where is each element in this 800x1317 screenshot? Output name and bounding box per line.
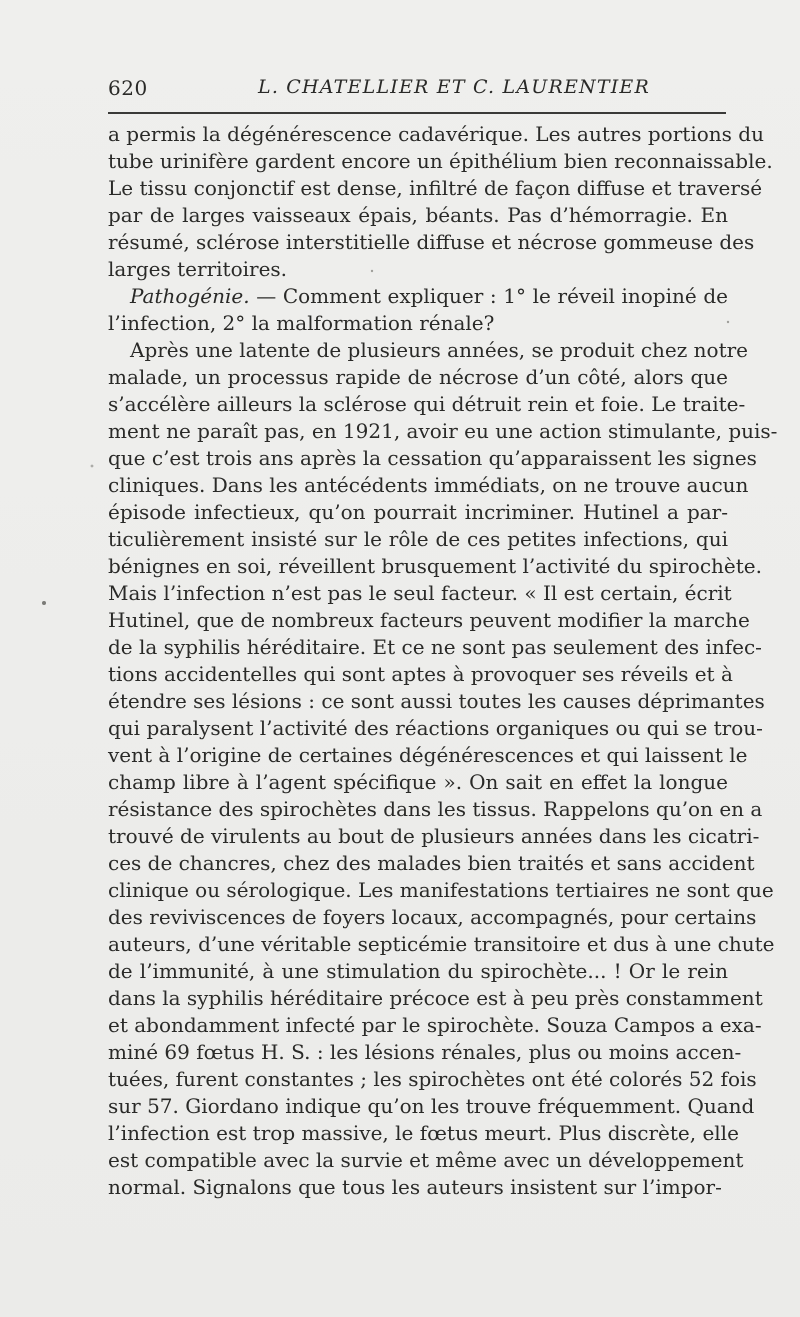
- text-line: est compatible avec la survie et même avec un développement: [108, 1148, 744, 1172]
- text-line: tions accidentelles qui sont aptes à provoquer ses réveils et à: [108, 662, 733, 686]
- text-line: épisode infectieux, qu’on pourrait incriminer. Hutinel a par-: [108, 500, 728, 524]
- text-line: clinique ou sérologique. Les manifestations tertiaires ne sont que: [108, 878, 774, 902]
- text-line: résistance des spirochètes dans les tissus. Rappelons qu’on en a: [108, 797, 763, 821]
- section-lead-in: Pathogénie.: [130, 284, 250, 308]
- text-line: Le tissu conjonctif est dense, infiltré de façon diffuse et traversé: [108, 176, 763, 200]
- text-line: tube urinifère gardent encore un épithélium bien reconnaissable.: [108, 149, 773, 173]
- text-line: tuées, furent constantes ; les spirochètes ont été colorés 52 fois: [108, 1067, 757, 1091]
- text-line: par de larges vaisseaux épais, béants. Pas d’hémorragie. En: [108, 203, 728, 227]
- text-line: qui paralysent l’activité des réactions organiques ou qui se trou-: [108, 716, 763, 740]
- text-line: [108, 283, 728, 310]
- text-line: sur 57. Giordano indique qu’on les trouve fréquemment. Quand: [108, 1094, 755, 1118]
- text-line: larges territoires.: [108, 257, 288, 281]
- text-line: champ libre à l’agent spécifique ». On sait en effet la longue: [108, 770, 728, 794]
- text-line: miné 69 fœtus H. S. : les lésions rénales, plus ou moins accen-: [108, 1040, 742, 1064]
- text-line: ces de chancres, chez des malades bien traités et sans accident: [108, 851, 755, 875]
- text-line: malade, un processus rapide de nécrose d’un côté, alors que: [108, 365, 728, 389]
- text-line: a permis la dégénérescence cadavérique. Les autres portions du: [108, 122, 764, 146]
- header-rule: [108, 112, 726, 114]
- text-line: et abondamment infecté par le spirochète. Souza Campos a exa-: [108, 1013, 762, 1037]
- paper-speck: [91, 465, 94, 468]
- text-line: auteurs, d’une véritable septicémie transitoire et dus à une chute: [108, 932, 775, 956]
- running-title: L. CHATELLIER ET C. LAURENTIER: [258, 76, 651, 98]
- body-text: [108, 121, 778, 1201]
- text-line: ticulièrement insisté sur le rôle de ces petites infections, qui: [108, 527, 728, 551]
- text-line: l’infection, 2° la malformation rénale?: [108, 311, 495, 335]
- text-line: bénignes en soi, réveillent brusquement l’activité du spirochète.: [108, 554, 762, 578]
- page-header: [108, 76, 728, 102]
- paper-speck: [42, 601, 46, 605]
- page-number: 620: [108, 76, 148, 100]
- text-line: Hutinel, que de nombreux facteurs peuvent modifier la marche: [108, 608, 750, 632]
- text-line: que c’est trois ans après la cessation qu’apparaissent les signes: [108, 446, 757, 470]
- text-line: vent à l’origine de certaines dégénérescences et qui laissent le: [108, 743, 748, 767]
- text-line: Mais l’infection n’est pas le seul facteur. « Il est certain, écrit: [108, 581, 732, 605]
- text-line: dans la syphilis héréditaire précoce est à peu près constamment: [108, 986, 763, 1010]
- text-line: s’accélère ailleurs la sclérose qui détruit rein et foie. Le traite-: [108, 392, 746, 416]
- text-line: ment ne paraît pas, en 1921, avoir eu une action stimulante, puis-: [108, 419, 778, 443]
- text-line: étendre ses lésions : ce sont aussi toutes les causes déprimantes: [108, 689, 765, 713]
- text-line: de l’immunité, à une stimulation du spirochète... ! Or le rein: [108, 959, 728, 983]
- text-line-content: — Comment expliquer : 1° le réveil inopiné de: [249, 284, 728, 308]
- text-line: l’infection est trop massive, le fœtus meurt. Plus discrète, elle: [108, 1121, 739, 1145]
- text-line: normal. Signalons que tous les auteurs insistent sur l’impor-: [108, 1175, 722, 1199]
- text-line: résumé, sclérose interstitielle diffuse et nécrose gommeuse des: [108, 230, 755, 254]
- text-line: Après une latente de plusieurs années, se produit chez notre: [130, 338, 748, 362]
- text-line: trouvé de virulents au bout de plusieurs années dans les cicatri-: [108, 824, 760, 848]
- text-line: des reviviscences de foyers locaux, accompagnés, pour certains: [108, 905, 757, 929]
- text-line: cliniques. Dans les antécédents immédiats, on ne trouve aucun: [108, 473, 749, 497]
- text-line: de la syphilis héréditaire. Et ce ne sont pas seulement des infec-: [108, 635, 762, 659]
